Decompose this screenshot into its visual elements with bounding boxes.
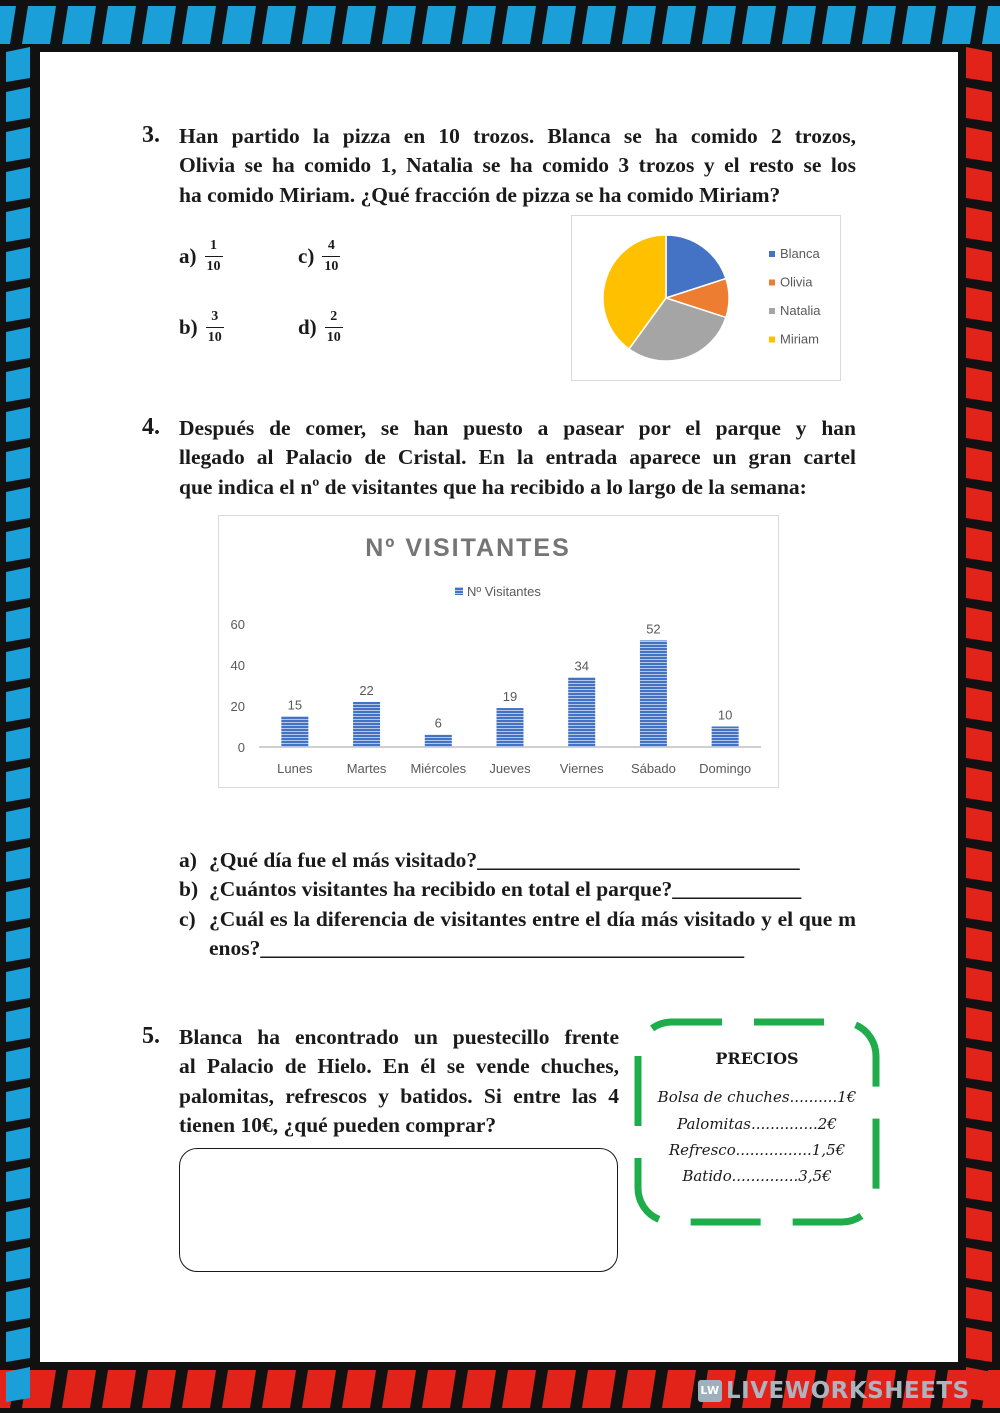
bar-sábado xyxy=(640,640,667,747)
bar-chart xyxy=(219,516,778,787)
bar-legend-swatch xyxy=(455,587,463,595)
question-4-line-1: Después de comer, se han puesto a pasear por el parque y han xyxy=(179,416,856,440)
option-c-denominator: 10 xyxy=(324,259,339,275)
option-b-denominator: 10 xyxy=(207,330,222,346)
price-item-palomitas: Palomitas..............2€ xyxy=(677,1115,837,1133)
x-tick-label: Viernes xyxy=(559,761,604,776)
bar-data-label: 22 xyxy=(359,682,374,698)
y-tick-label: 20 xyxy=(230,699,245,714)
pie-legend-blanca: Blanca xyxy=(780,246,820,261)
price-item-batido: Batido..............3,5€ xyxy=(682,1167,832,1185)
liveworksheets-watermark[interactable] xyxy=(698,1378,970,1404)
bar-data-label: 19 xyxy=(502,689,518,705)
question-5-line-4: tienen 10€, ¿qué pueden comprar? xyxy=(179,1112,497,1137)
bar-lunes xyxy=(281,716,308,747)
pie-chart xyxy=(572,216,840,380)
pie-legend-swatch-blanca xyxy=(769,251,775,257)
question-3-line-1: Han partido la pizza en 10 trozos. Blanca se ha comido 2 trozos, xyxy=(179,124,856,148)
question-3-number: 3. xyxy=(142,122,160,148)
option-b[interactable] xyxy=(179,309,224,346)
option-a-label: a) xyxy=(179,244,197,269)
price-item-refresco: Refresco................1,5€ xyxy=(668,1141,846,1159)
question-4-number: 4. xyxy=(142,414,160,440)
option-b-numerator: 3 xyxy=(211,309,219,324)
bar-data-label: 34 xyxy=(574,658,589,674)
pie-legend-miriam: Miriam xyxy=(780,331,819,347)
option-a[interactable] xyxy=(179,238,223,275)
liveworksheets-text: LIVEWORKSHEETS xyxy=(726,1378,970,1404)
pie-legend-olivia: Olivia xyxy=(780,274,813,290)
x-tick-label: Martes xyxy=(346,761,387,776)
bar-chart-box xyxy=(218,515,779,788)
y-tick-label: 40 xyxy=(230,658,245,673)
subquestion-b-label: b) xyxy=(179,877,199,902)
question-4-line-3: que indica el nº de visitantes que ha recibido a lo largo de la semana: xyxy=(179,474,807,499)
x-tick-label: Jueves xyxy=(489,761,531,776)
option-c[interactable] xyxy=(298,238,340,275)
question-4-subquestions xyxy=(179,846,856,963)
answer-box[interactable] xyxy=(179,1148,618,1272)
question-5-number: 5. xyxy=(142,1023,160,1049)
bar-jueves xyxy=(497,708,524,747)
x-tick-label: Lunes xyxy=(277,761,313,776)
bar-data-label: 15 xyxy=(287,697,303,713)
subquestion-a-label: a) xyxy=(179,848,197,872)
option-c-fraction xyxy=(322,238,340,275)
option-d-numerator: 2 xyxy=(330,309,338,324)
bar-legend-label: Nº Visitantes xyxy=(467,584,541,599)
question-3-line-2: Olivia se ha comido 1, Natalia se ha comido 3 trozos y el resto se los xyxy=(179,153,856,178)
option-a-numerator: 1 xyxy=(210,238,217,253)
bar-viernes xyxy=(568,677,595,747)
bar-martes xyxy=(353,702,380,747)
pie-chart-box xyxy=(571,215,841,381)
question-4-text xyxy=(179,414,856,502)
bar-data-label: 10 xyxy=(717,707,733,723)
subquestion-a xyxy=(179,846,856,875)
option-d-fraction xyxy=(325,309,343,346)
question-3-text xyxy=(179,122,856,210)
subquestion-b-text[interactable]: ¿Cuántos visitantes ha recibido en total el parque?____________ xyxy=(209,877,802,902)
pie-legend-swatch-olivia xyxy=(769,280,775,286)
subquestion-c-text[interactable]: ¿Cuál es la diferencia de visitantes entre el día más visitado y el que menos?_____________________________________________ xyxy=(209,906,856,960)
bar-data-label: 52 xyxy=(646,621,661,637)
pie-legend-swatch-natalia xyxy=(769,308,775,314)
pie-legend-natalia: Natalia xyxy=(780,303,821,318)
subquestion-c-label: c) xyxy=(179,906,196,931)
bar-domingo xyxy=(712,727,739,748)
option-d[interactable] xyxy=(298,309,343,346)
subquestion-a-text[interactable]: ¿Qué día fue el más visitado?______________________________ xyxy=(209,848,800,872)
bar-miércoles xyxy=(425,735,452,747)
y-tick-label: 60 xyxy=(230,617,245,632)
option-a-denominator: 10 xyxy=(206,259,221,275)
price-list-title: PRECIOS xyxy=(715,1049,799,1068)
price-list xyxy=(634,1018,880,1226)
bar-chart-title: Nº VISITANTES xyxy=(365,534,571,562)
y-tick-label: 0 xyxy=(237,740,245,755)
pie-legend-swatch-miriam xyxy=(769,337,775,343)
liveworksheets-logo-icon: LW xyxy=(698,1380,722,1402)
question-3-options xyxy=(179,238,399,358)
x-tick-label: Miércoles xyxy=(410,761,467,776)
option-b-label: b) xyxy=(179,315,198,340)
subquestion-c xyxy=(179,905,856,964)
question-5-text xyxy=(179,1023,619,1140)
option-d-denominator: 10 xyxy=(326,330,341,346)
option-b-fraction xyxy=(206,309,224,346)
question-4-line-2: llegado al Palacio de Cristal. En la entrada aparece un gran cartel xyxy=(179,445,856,470)
bar-data-label: 6 xyxy=(434,715,442,731)
question-5-line-2: al Palacio de Hielo. En él se vende chuches, xyxy=(179,1054,619,1079)
question-5-line-1: Blanca ha encontrado un puestecillo frente xyxy=(179,1025,619,1049)
option-d-label: d) xyxy=(298,315,317,340)
option-c-numerator: 4 xyxy=(327,238,335,253)
subquestion-b xyxy=(179,875,856,904)
option-a-fraction xyxy=(205,238,223,275)
price-item-chuches: Bolsa de chuches..........1€ xyxy=(657,1088,857,1106)
x-tick-label: Sábado xyxy=(631,761,676,776)
x-tick-label: Domingo xyxy=(699,761,752,776)
option-c-label: c) xyxy=(298,244,315,269)
question-3-line-3: ha comido Miriam. ¿Qué fracción de pizza se ha comido Miriam? xyxy=(179,182,781,207)
worksheet-page xyxy=(40,52,958,1362)
question-5-line-3: palomitas, refrescos y batidos. Si entre las 4 xyxy=(179,1083,619,1108)
